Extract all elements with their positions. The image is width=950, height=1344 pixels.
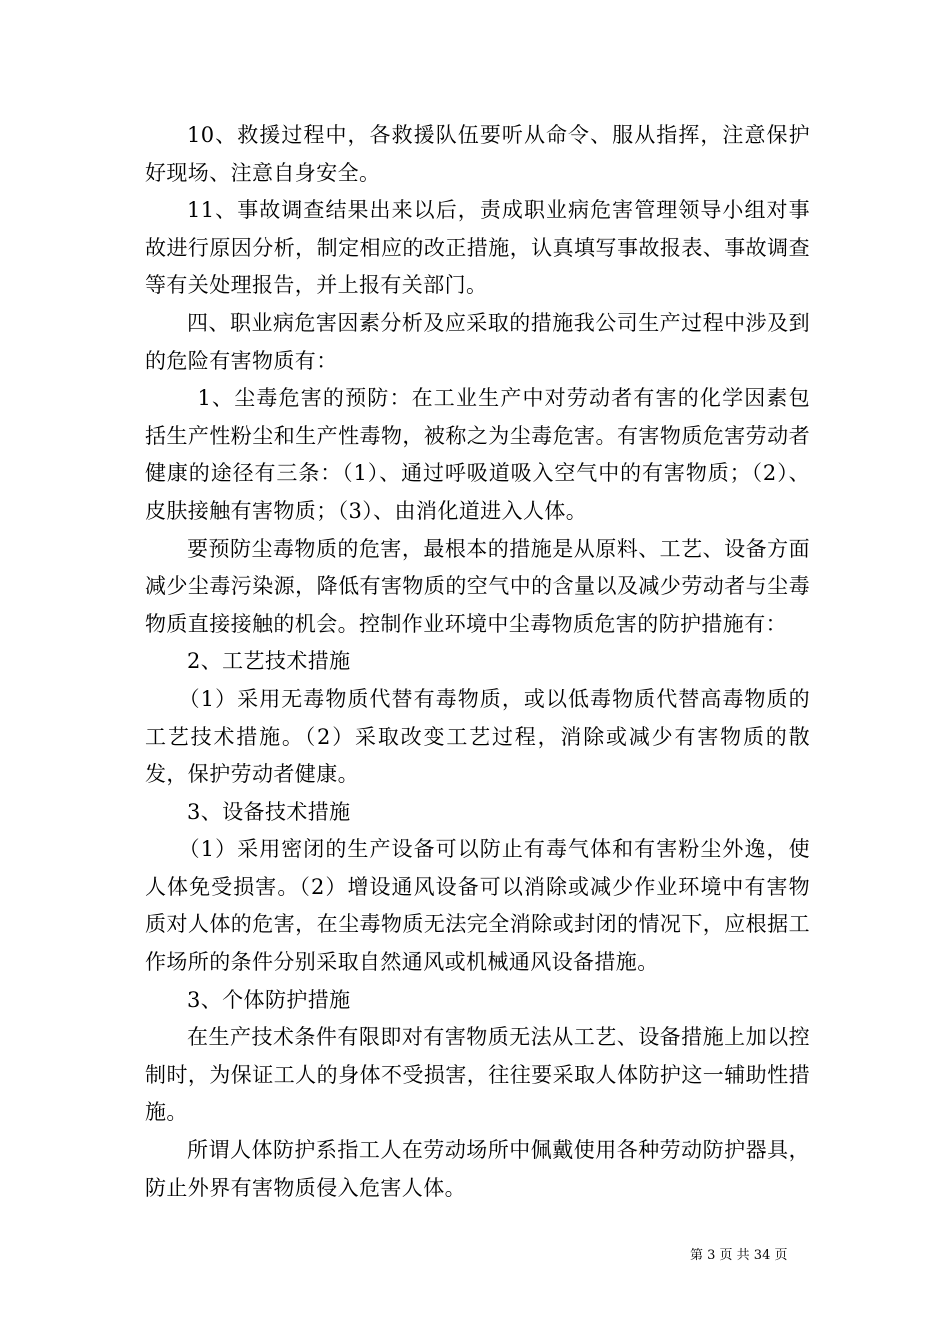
subheading-process-measures: 2、工艺技术措施	[187, 649, 351, 674]
subheading-equipment-measures: 3、设备技术措施	[187, 799, 351, 824]
page-number-footer: 第 3 页 共 34 页	[690, 1248, 788, 1263]
paragraph-accident-investigation: 11、事故调查结果出来以后，责成职业病危害管理领导小组对事故进行原因分析，制定相应的改正措施，认真填写事故报表、事故调查等有关处理报告，并上报有关部门。	[145, 198, 810, 298]
paragraph-personal-protection: 在生产技术条件有限即对有害物质无法从工艺、设备措施上加以控制时，为保证工人的身体不受损害，往往要采取人体防护这一辅助性措施。	[145, 1025, 810, 1125]
paragraph-process-measures: （1）采用无毒物质代替有毒物质，或以低毒物质代替高毒物质的工艺技术措施。（2）采取改变工艺过程，消除或减少有害物质的散发，保护劳动者健康。	[145, 686, 810, 787]
paragraph-prevention-measures: 要预防尘毒物质的危害，最根本的措施是从原料、工艺、设备方面减少尘毒污染源，降低有害物质的空气中的含量以及减少劳动者与尘毒物质直接接触的机会。控制作业环境中尘毒物质危害的防护措施有：	[145, 536, 810, 636]
paragraph-protective-equipment: 所谓人体防护系指工人在劳动场所中佩戴使用各种劳动防护器具，防止外界有害物质侵入危害人体。	[145, 1138, 810, 1200]
paragraph-rescue-command: 10、救援过程中，各救援队伍要听从命令、服从指挥，注意保护好现场、注意自身安全。	[145, 123, 810, 185]
document-body	[145, 117, 810, 1207]
subheading-personal-protection: 3、个体防护措施	[187, 987, 351, 1012]
section-heading-hazard-analysis: 四、职业病危害因素分析及应采取的措施我公司生产过程中涉及到的危险有害物质有：	[145, 310, 810, 373]
paragraph-dust-poison-prevention: 1、尘毒危害的预防：在工业生产中对劳动者有害的化学因素包括生产性粉尘和生产性毒物，被称之为尘毒危害。有害物质危害劳动者健康的途径有三条：（1）、通过呼吸道吸入空气中的有害物质；（2）、皮肤接触有害物质；（3）、由消化道进入人体。	[145, 386, 810, 523]
paragraph-equipment-measures: （1）采用密闭的生产设备可以防止有毒气体和有害粉尘外逸，使人体免受损害。（2）增设通风设备可以消除或减少作业环境中有害物质对人体的危害，在尘毒物质无法完全消除或封闭的情况下，应根据工作场所的条件分别采取自然通风或机械通风设备措施。	[145, 837, 810, 975]
